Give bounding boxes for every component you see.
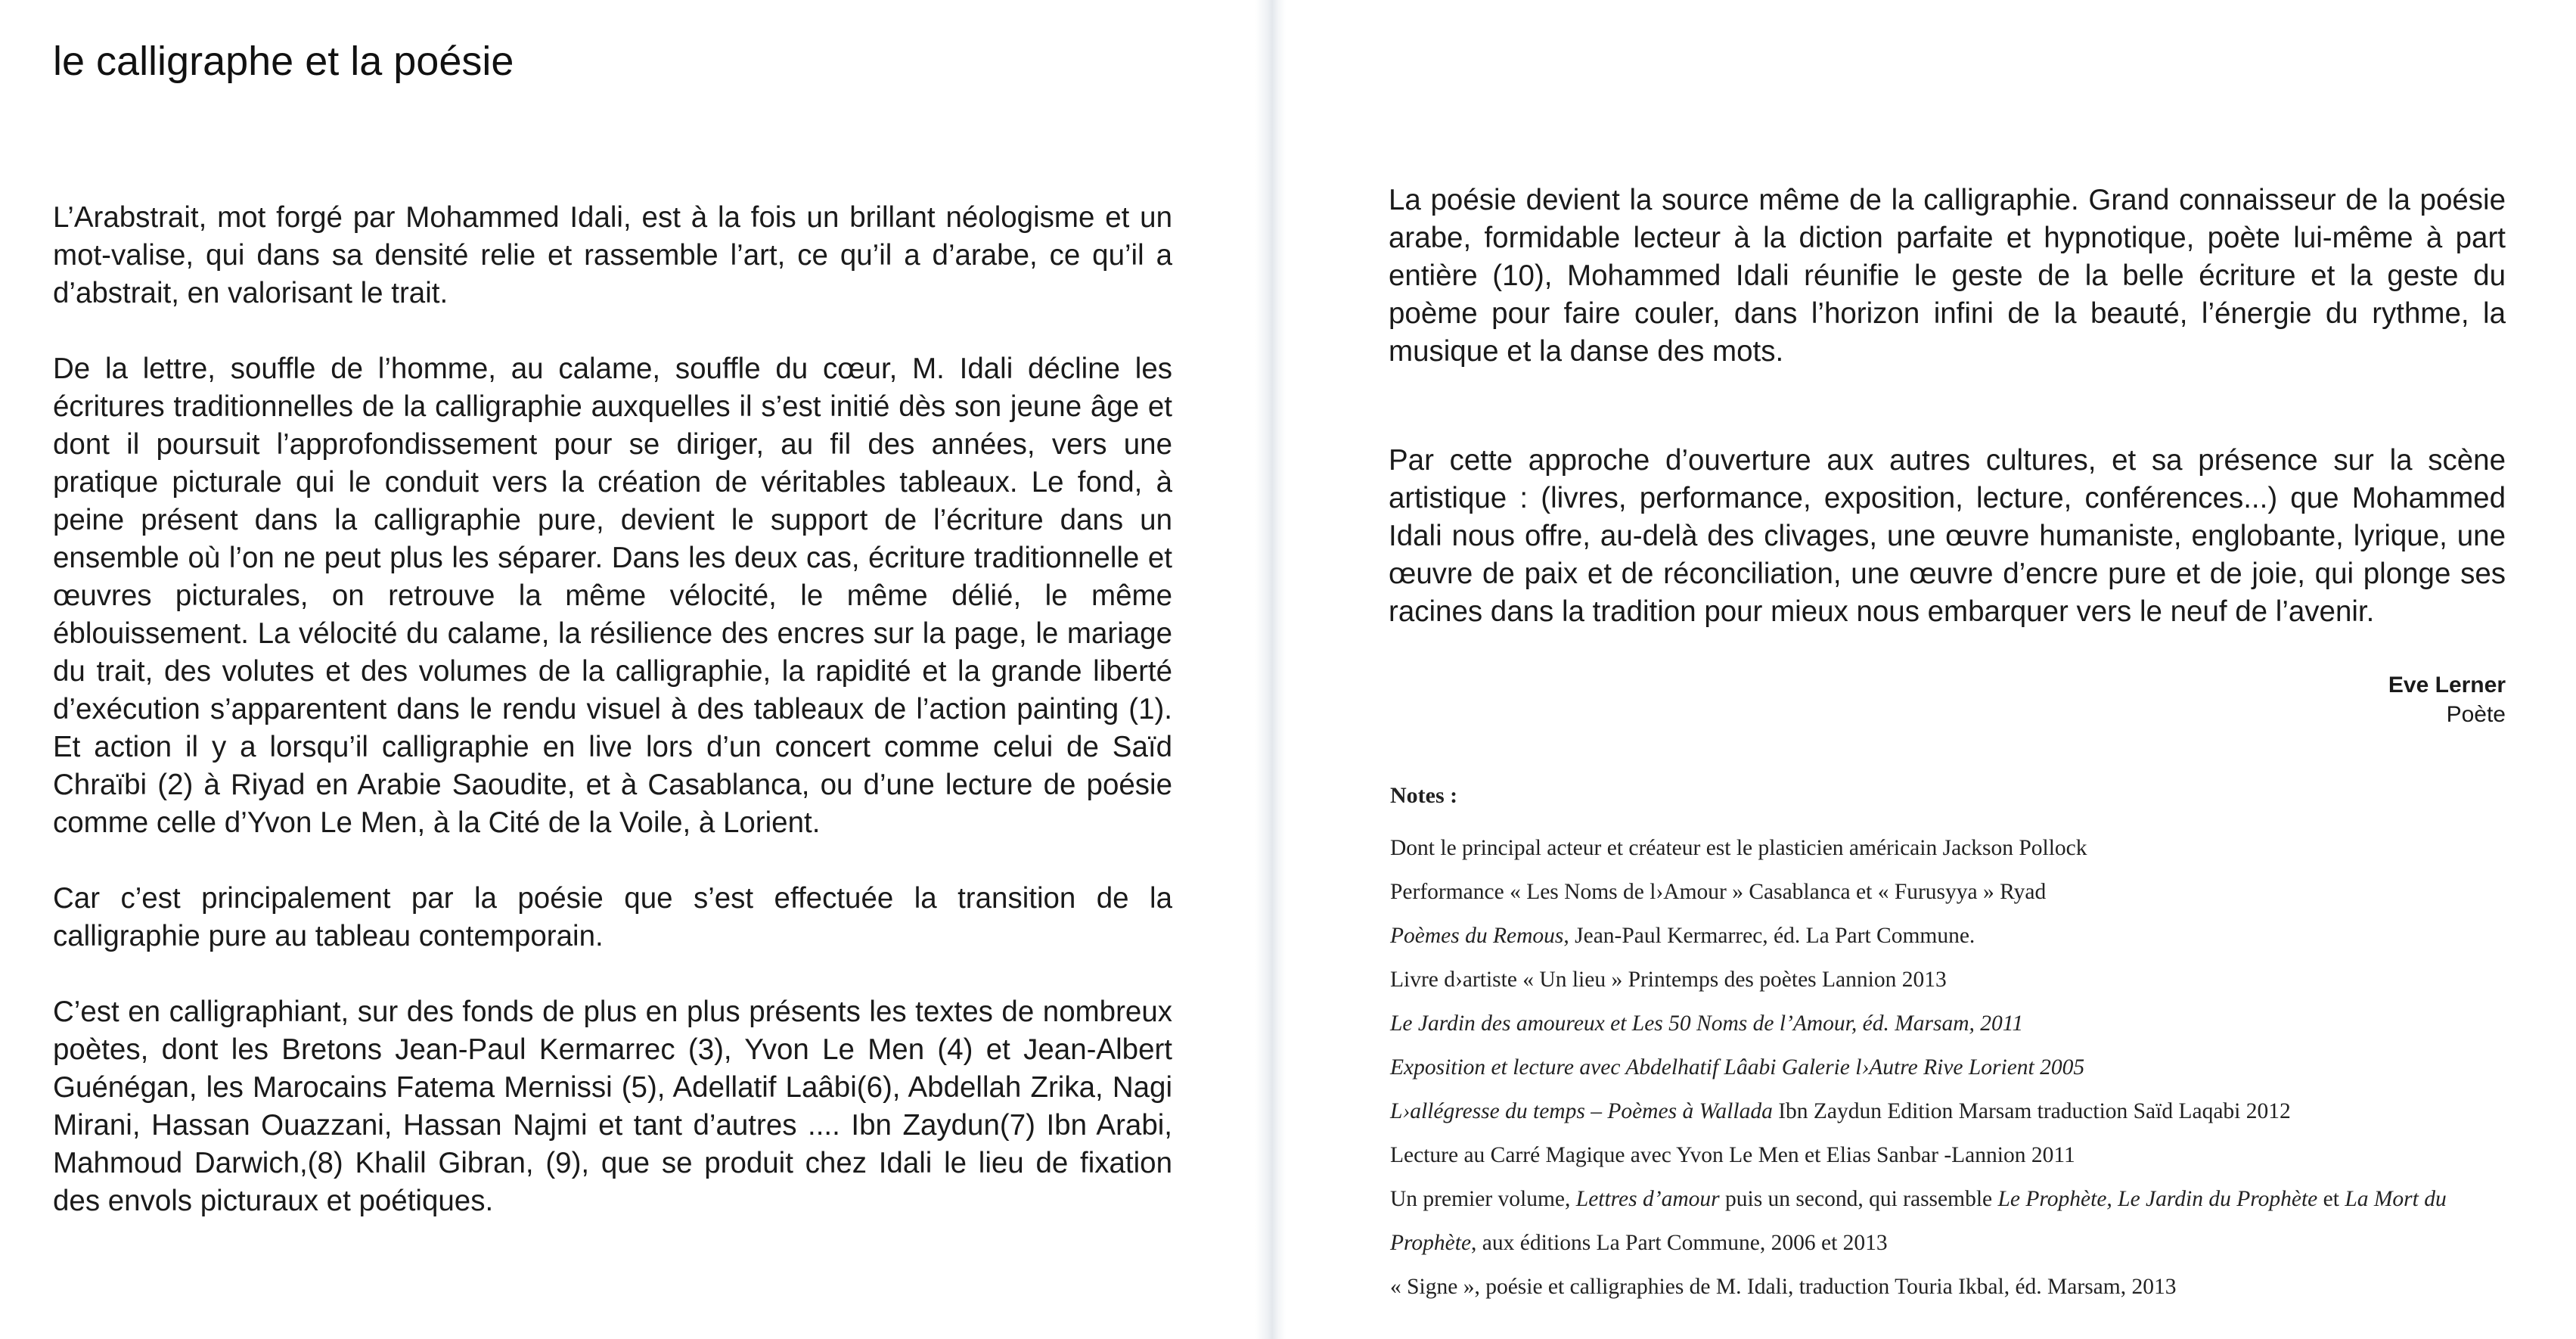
author-role: Poète [2446, 702, 2506, 727]
notes-section [1390, 781, 2517, 1309]
book-gutter [1255, 0, 1286, 1339]
note-item: Performance « Les Noms de l›Amour » Casablanca et « Furusyya » Ryad [1390, 880, 2047, 904]
left-page [0, 0, 1255, 1339]
note-item: Livre d›artiste « Un lieu » Printemps des poètes Lannion 2013 [1390, 968, 1947, 992]
paragraph: C’est en calligraphiant, sur des fonds de plus en plus présents les textes de nombreux poètes, dont les Bretons Jean-Paul Kermarrec (3), Yvon Le Men (4) et Jean-Albert Guénégan, les Marocains Fatema Mernissi (5), Adellatif Laâbi(6), Abdellah Zrika, Nagi Mirani, Hassan Ouazzani, Hassan Najmi et tant d’autres .... Ibn Zaydun(7) Ibn Arabi, Mahmoud Darwich,(8) Khalil Gibran, (9), que se produit chez Idali le lieu de fixation des envols picturaux et poétiques. [53, 996, 1172, 1217]
author-name: Eve Lerner [2388, 673, 2506, 697]
notes-heading: Notes : [1390, 783, 1458, 808]
note-text: , Jean-Paul Kermarrec, éd. La Part Commune. [1563, 924, 1975, 948]
note-item: Dont le principal acteur et créateur est le plasticien américain Jackson Pollock [1390, 836, 2087, 860]
note-text: et [2317, 1187, 2345, 1211]
note-text: Un premier volume, [1390, 1187, 1576, 1211]
note-title: Le Prophète, Le Jardin du Prophète [1997, 1187, 2318, 1211]
note-item: « Signe », poésie et calligraphies de M. Idali, traduction Touria Ikbal, éd. Marsam, 2013 [1390, 1275, 2177, 1299]
note-item: Lecture au Carré Magique avec Yvon Le Men et Elias Sanbar -Lannion 2011 [1390, 1143, 2075, 1167]
note-item: Exposition et lecture avec Abdelhatif Lâabi Galerie l›Autre Rive Lorient 2005 [1390, 1055, 2085, 1080]
note-title: Poèmes du Remous [1390, 924, 1564, 948]
note-text: puis un second, qui rassemble [1719, 1187, 1998, 1211]
left-body [53, 199, 1172, 1258]
paragraph: De la lettre, souffle de l’homme, au calame, souffle du cœur, M. Idali décline les écritures traditionnelles de la calligraphie auxquelles il s’est initié dès son jeune âge et dont il poursuit l’approfondissement pour se diriger, au fil des années, vers une pratique picturale qui le conduit vers la création de véritables tableaux. Le fond, à peine présent dans la calligraphie pure, devient le support de l’écriture dans un ensemble où l’on ne peut plus les séparer. Dans les deux cas, écriture traditionnelle et œuvres picturales, on retrouve la même vélocité, le même délié, le même éblouissement. La vélocité du calame, la résilience des encres sur la page, le mariage du trait, des volutes et des volumes de la calligraphie, la rapidité et la grande liberté d’exécution s’apparentent dans le rendu visuel à des tableaux de l’action painting (1). Et action il y a lorsqu’il calligraphie en live lors d’un concert comme celui de Saïd Chraïbi (2) à Riyad en Arabie Saoudite, et à Casablanca, ou d’une lecture de poésie comme celle d’Yvon Le Men, à la Cité de la Voile, à Lorient. [53, 353, 1172, 839]
note-text: Ibn Zaydun Edition Marsam traduction Saïd Laqabi 2012 [1772, 1099, 2291, 1123]
note-title: Lettres d’amour [1575, 1187, 1720, 1211]
paragraph: L’Arabstrait, mot forgé par Mohammed Idali, est à la fois un brillant néologisme et un mot-valise, qui dans sa densité relie et rassemble l’art, ce qu’il a d’arabe, ce qu’il a d’abstrait, en valorisant le trait. [53, 201, 1172, 309]
note-item [1390, 914, 2517, 958]
note-title: L›allégresse du temps – Poèmes à Wallada [1390, 1099, 1773, 1123]
paragraph: La poésie devient la source même de la calligraphie. Grand connaisseur de la poésie arabe, formidable lecteur à la diction parfaite et hypnotique, poète lui-même à part entière (10), Mohammed Idali réunifie le geste de la belle écriture et la geste du poème pour faire couler, dans l’horizon infini de la beauté, l’énergie du rythme, la musique et la danse des mots. [1389, 184, 2506, 368]
note-item: Le Jardin des amoureux et Les 50 Noms de l’Amour, éd. Marsam, 2011 [1390, 1011, 2024, 1036]
paragraph: Par cette approche d’ouverture aux autres cultures, et sa présence sur la scène artistique : (livres, performance, exposition, lecture, conférences...) que Mohammed Idali nous offre, au-delà des clivages, une œuvre humaniste, englobante, lyrique, une œuvre de paix et de réconciliation, une œuvre d’encre pure et de joie, qui plonge ses racines dans la tradition pour mieux nous embarquer vers le neuf de l’avenir. [1389, 444, 2506, 628]
note-text: , aux éditions La Part Commune, 2006 et 2013 [1471, 1231, 1888, 1255]
paragraph: Car c’est principalement par la poésie que s’est effectuée la transition de la calligraphie pure au tableau contemporain. [53, 882, 1172, 952]
note-item [1390, 1089, 2517, 1133]
page-title: le calligraphe et la poésie [53, 39, 514, 84]
signature [2388, 670, 2506, 729]
note-item [1390, 1177, 2517, 1265]
note-title: La Mort du Prophète [1390, 1187, 2447, 1255]
right-body [1389, 182, 2506, 669]
